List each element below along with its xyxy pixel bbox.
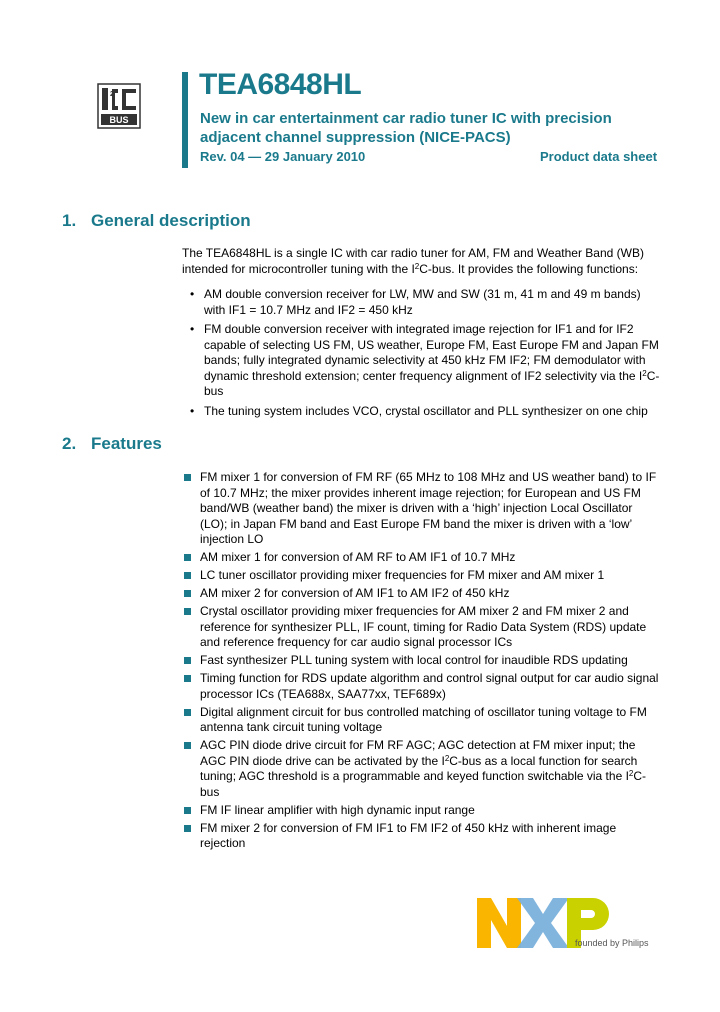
nxp-logo xyxy=(477,896,667,952)
section-title: General description xyxy=(91,211,251,230)
document-subtitle: New in car entertainment car radio tuner IC with precision adjacent channel suppression (NICE-PACS) xyxy=(200,110,612,146)
document-type: Product data sheet xyxy=(540,149,658,164)
list-item: FM IF linear amplifier with high dynamic input range xyxy=(182,803,662,819)
section-heading-features xyxy=(62,434,162,454)
revision-date: Rev. 04 — 29 January 2010 xyxy=(200,149,366,164)
section-number: 1. xyxy=(62,211,77,230)
svg-text:2: 2 xyxy=(110,91,114,98)
nxp-tagline: founded by Philips xyxy=(575,938,649,948)
list-item: Timing function for RDS update algorithm and control signal output for car audio signal processor ICs (TEA688x, SAA77xx, TEF689x) xyxy=(182,671,662,702)
list-item: AGC PIN diode drive circuit for FM RF AGC; AGC detection at FM mixer input; the AGC PIN diode drive can be activated by the $I^2C$-bus as a local function for search tuning; AGC threshold is a programmable and keyed function switchable via the $I^2C$-bus xyxy=(182,738,662,800)
section-number: 2. xyxy=(62,434,77,453)
list-item: Crystal oscillator providing mixer frequencies for AM mixer 2 and FM mixer 2 and reference for synthesizer PLL, IF count, timing for Radio Data System (RDS) update and reference frequency for car audio signal processor ICs xyxy=(182,604,662,651)
list-item: • AM double conversion receiver for LW, MW and SW (31 m, 41 m and 49 m bands) with IF1 = 10.7 MHz and IF2 = 450 kHz xyxy=(190,287,641,317)
list-item: LC tuner oscillator providing mixer frequencies for FM mixer and AM mixer 1 xyxy=(182,568,662,584)
list-item: Fast synthesizer PLL tuning system with local control for inaudible RDS updating xyxy=(182,653,662,669)
list-item: FM mixer 1 for conversion of FM RF (65 MHz to 108 MHz and US weather band) to IF of 10.7 MHz; the mixer provides inherent image rejection; for European and US FM band/WB (weather band) the mixer is driven with a ‘high’ injection Local Oscillator (LO); in Japan FM band and East Europe FM band the mixer is driven with a ‘low’ injection LO xyxy=(182,470,662,548)
document-title: TEA6848HL xyxy=(199,68,362,101)
list-item: AM mixer 2 for conversion of AM IF1 to AM IF2 of 450 kHz xyxy=(182,586,662,602)
list-item: • The tuning system includes VCO, crystal oscillator and PLL synthesizer on one chip xyxy=(190,403,648,418)
section-title: Features xyxy=(91,434,162,453)
list-item: FM mixer 2 for conversion of FM IF1 to FM IF2 of 450 kHz with inherent image rejection xyxy=(182,821,662,852)
features-list xyxy=(182,470,662,854)
logo-text: BUS xyxy=(109,115,129,125)
list-item: AM mixer 1 for conversion of AM RF to AM IF1 of 10.7 MHz xyxy=(182,550,662,566)
general-description-intro: The TEA6848HL is a single IC with car radio tuner for AM, FM and Weather Band (WB) intended for microcontroller tuning with the $I^2C$-bus. It provides the following functions: xyxy=(182,246,644,276)
header-accent-bar xyxy=(182,72,188,168)
list-item: • FM double conversion receiver with integrated image rejection for IF1 and for IF2 capable of selecting US FM, US weather, Europe FM, East Europe FM and Japan FM bands; fully integrated dynamic selectivity at 450 kHz FM IF2; FM demodulator with dynamic threshold extension; center frequency alignment of IF2 selectivity via the $I^2C$-bus xyxy=(190,322,660,398)
general-description-list xyxy=(182,287,662,423)
i2c-bus-logo xyxy=(97,83,141,129)
list-item: Digital alignment circuit for bus controlled matching of oscillator tuning voltage to FM antenna tank circuit tuning voltage xyxy=(182,705,662,736)
section-heading-general-description xyxy=(62,211,251,231)
